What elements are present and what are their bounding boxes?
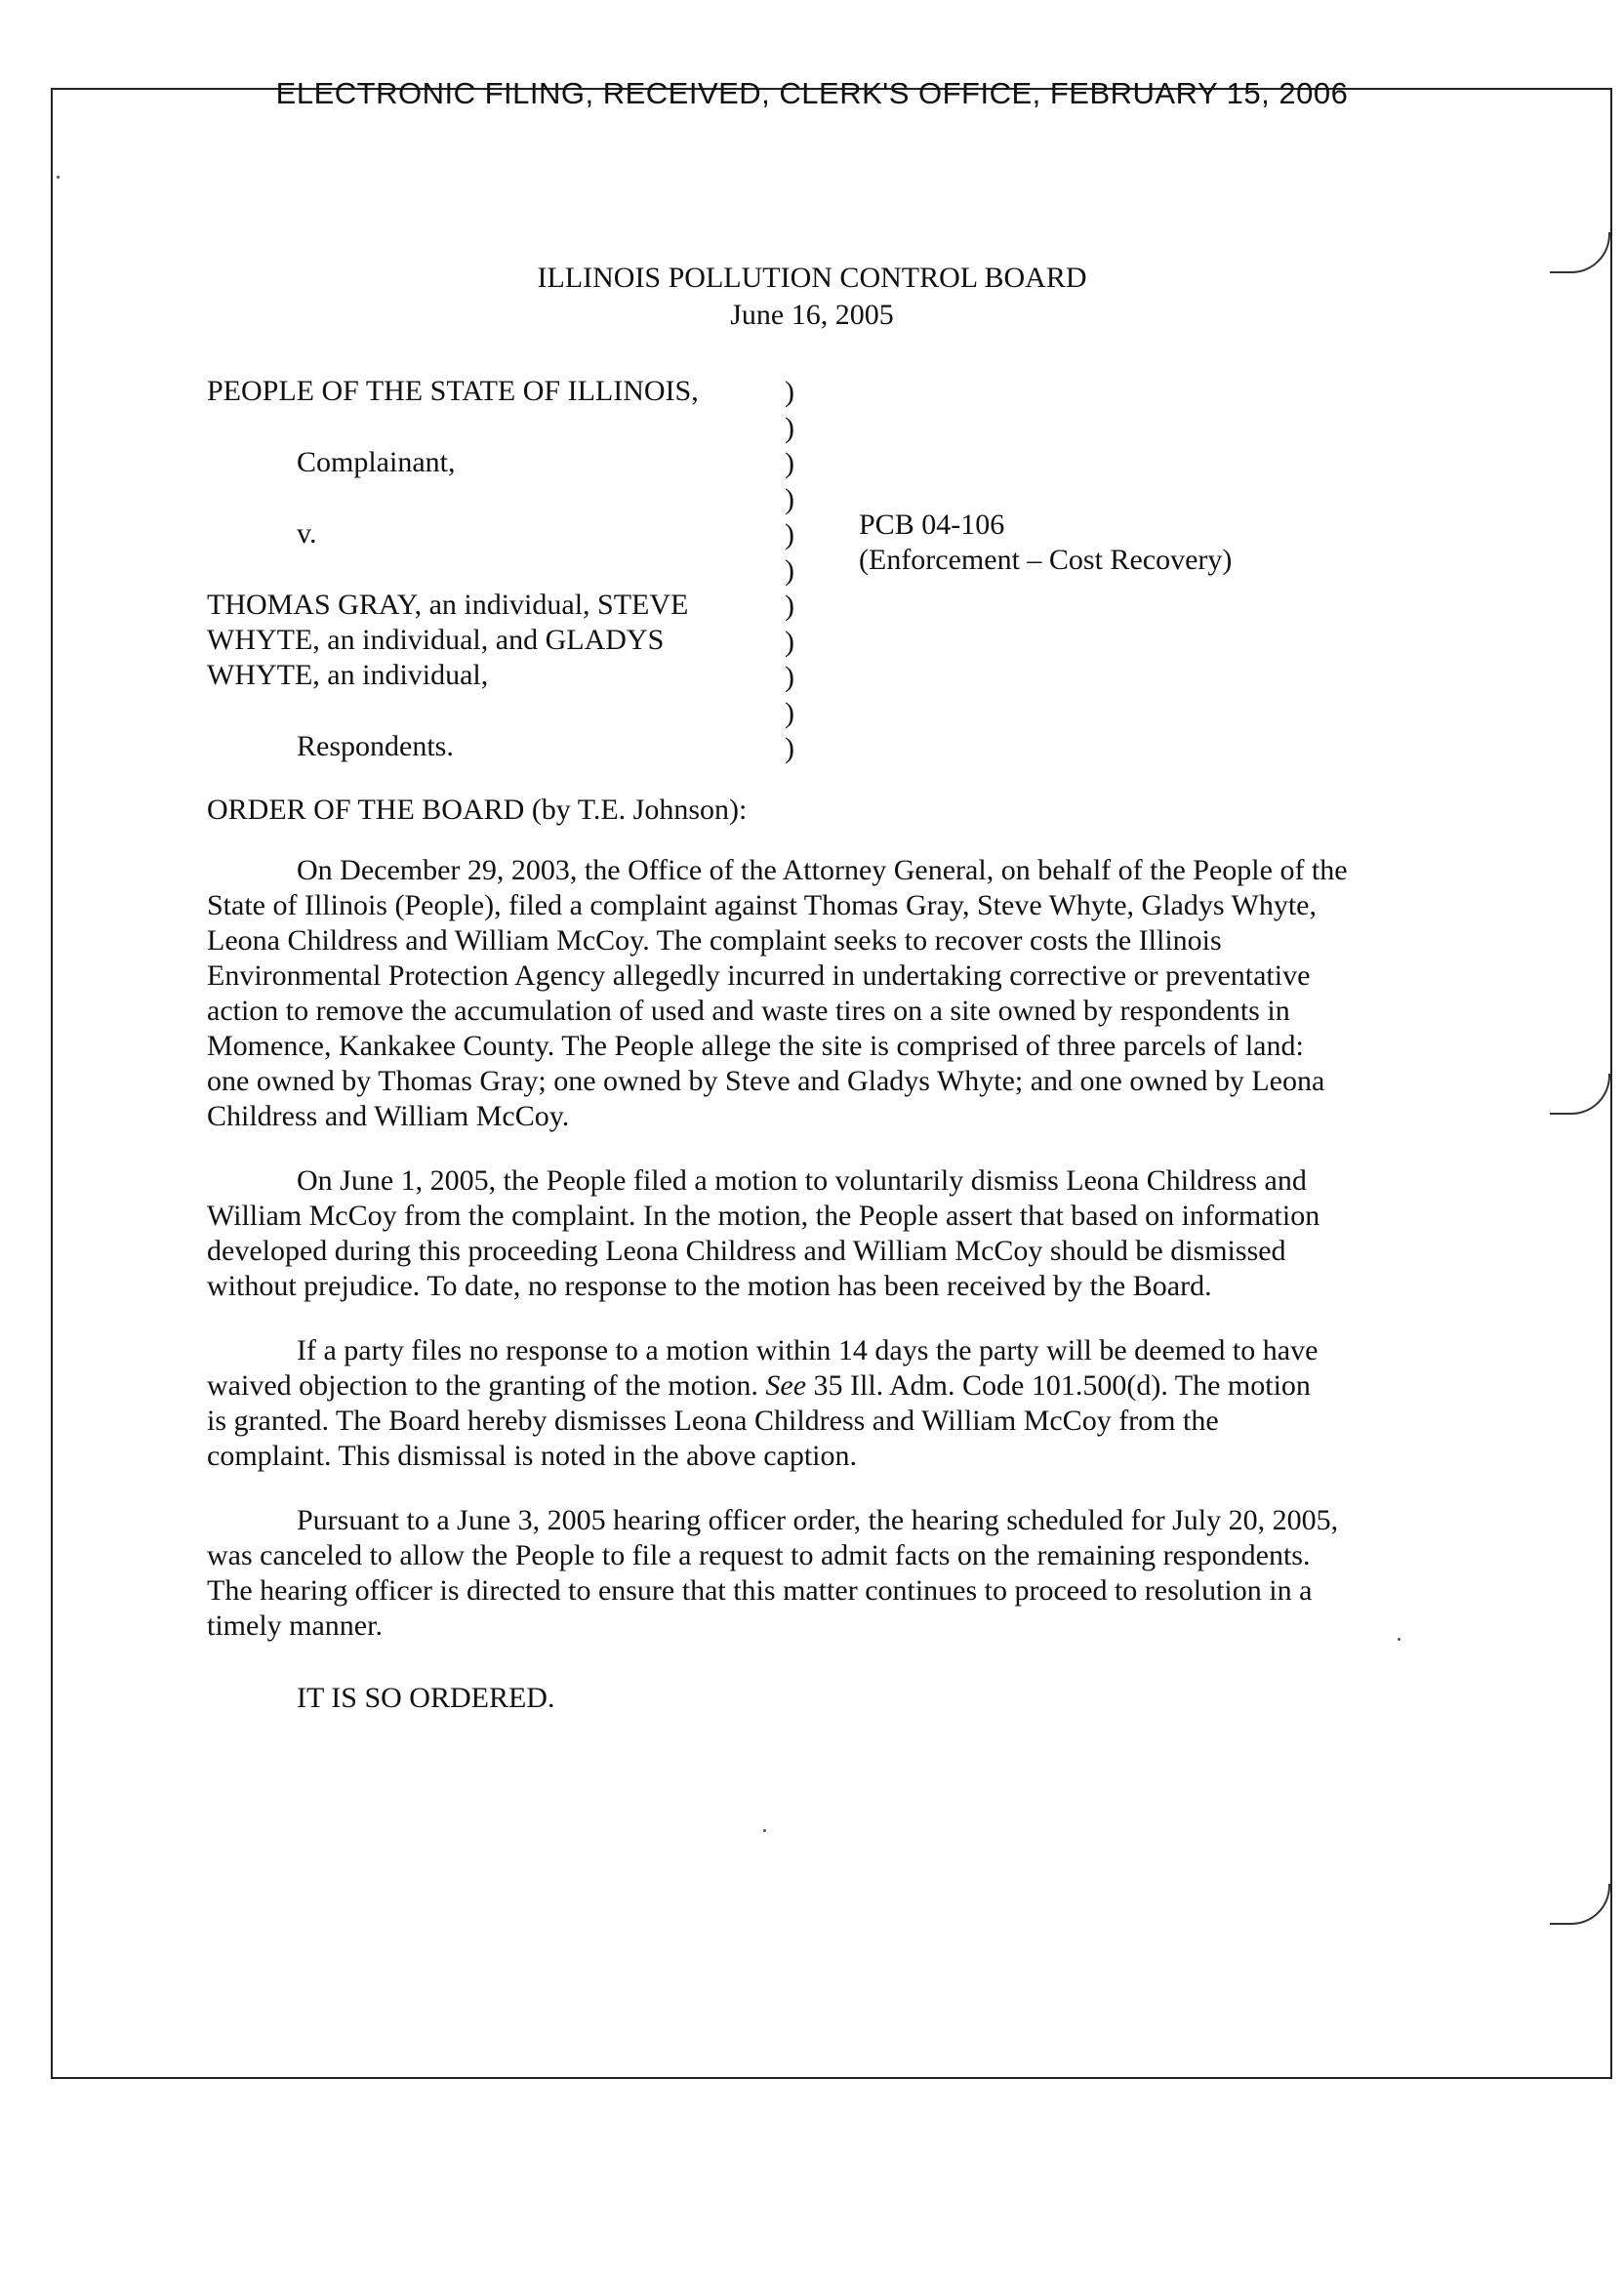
order-heading: ORDER OF THE BOARD (by T.E. Johnson): xyxy=(207,794,748,826)
paragraph-line: If a party files no response to a motion within 14 days the party will be deemed to have xyxy=(297,1334,1319,1366)
case-type: (Enforcement – Cost Recovery) xyxy=(859,544,1233,576)
caption-paren: ) xyxy=(785,376,794,408)
scan-speck xyxy=(763,1829,766,1832)
paragraph-line: without prejudice. To date, no response to the motion has been received by the Board. xyxy=(207,1270,1212,1302)
board-date: June 16, 2005 xyxy=(730,299,894,331)
respondents-role: Respondents. xyxy=(297,730,454,762)
paragraph-line: On June 1, 2005, the People filed a motion to voluntarily dismiss Leona Childress and xyxy=(297,1164,1307,1197)
paragraph-1 xyxy=(207,853,1417,1134)
paragraph-line: Pursuant to a June 3, 2005 hearing officer order, the hearing scheduled for July 20, 2005, xyxy=(297,1504,1339,1536)
paragraph-line: On December 29, 2003, the Office of the Attorney General, on behalf of the People of the xyxy=(297,854,1348,886)
paragraph-line: Momence, Kankakee County. The People allege the site is comprised of three parcels of land: xyxy=(207,1030,1304,1062)
paragraph-line: complaint. This dismissal is noted in the above caption. xyxy=(207,1440,858,1472)
paragraph-line: Environmental Protection Agency allegedly incurred in undertaking corrective or preventative xyxy=(207,959,1311,992)
caption-paren: ) xyxy=(785,447,794,479)
paragraph-line: developed during this proceeding Leona Childress and William McCoy should be dismissed xyxy=(207,1235,1286,1267)
paragraph-line: one owned by Thomas Gray; one owned by Steve and Gladys Whyte; and one owned by Leona xyxy=(207,1065,1325,1097)
paragraph-line: action to remove the accumulation of used and waste tires on a site owned by respondents in xyxy=(207,995,1290,1027)
paragraph-2 xyxy=(207,1163,1417,1304)
filing-stamp: ELECTRONIC FILING, RECEIVED, CLERK'S OFFICE, FEBRUARY 15, 2006 xyxy=(275,76,1349,110)
caption-paren: ) xyxy=(785,732,794,764)
caption-paren: ) xyxy=(785,482,794,515)
case-number: PCB 04-106 xyxy=(859,509,1005,541)
caption-paren: ) xyxy=(785,590,794,622)
caption-paren: ) xyxy=(785,518,794,550)
respondents-line-1: THOMAS GRAY, an individual, STEVE xyxy=(207,589,689,621)
complainant-role: Complainant, xyxy=(297,446,456,478)
board-name: ILLINOIS POLLUTION CONTROL BOARD xyxy=(537,262,1087,294)
paragraph-line: William McCoy from the complaint. In the motion, the People assert that based on information xyxy=(207,1200,1320,1232)
closing-order: IT IS SO ORDERED. xyxy=(297,1682,555,1714)
paragraph-line: Leona Childress and William McCoy. The complaint seeks to recover costs the Illinois xyxy=(207,924,1222,957)
caption-paren: ) xyxy=(785,411,794,444)
caption-paren: ) xyxy=(785,553,794,587)
paragraph-line: is granted. The Board hereby dismisses Leona Childress and William McCoy from the xyxy=(207,1405,1219,1437)
scan-speck xyxy=(57,176,60,179)
caption-paren: ) xyxy=(785,661,794,693)
complainant-party: PEOPLE OF THE STATE OF ILLINOIS, xyxy=(207,375,699,407)
caption-paren: ) xyxy=(785,625,794,658)
paragraph-line: timely manner. xyxy=(207,1610,383,1642)
caption-paren-column xyxy=(785,375,794,767)
paragraph-line: Childress and William McCoy. xyxy=(207,1100,570,1132)
scan-speck xyxy=(1398,1638,1401,1641)
respondents-line-2: WHYTE, an individual, and GLADYS xyxy=(207,624,665,656)
paragraph-4 xyxy=(207,1503,1417,1644)
caption-paren: ) xyxy=(785,696,794,729)
paragraph-line: State of Illinois (People), filed a complaint against Thomas Gray, Steve Whyte, Gladys Whyte, xyxy=(207,889,1317,921)
respondents-line-3: WHYTE, an individual, xyxy=(207,659,489,691)
citation-signal: See xyxy=(765,1369,807,1402)
paragraph-3 xyxy=(207,1333,1417,1474)
paragraph-line: The hearing officer is directed to ensure that this matter continues to proceed to resolution in a xyxy=(207,1574,1313,1607)
paragraph-line: waived objection to the granting of the motion. See 35 Ill. Adm. Code 101.500(d). The motion xyxy=(207,1369,1311,1402)
versus-label: v. xyxy=(297,517,317,550)
paragraph-line: was canceled to allow the People to file a request to admit facts on the remaining respondents. xyxy=(207,1539,1311,1571)
